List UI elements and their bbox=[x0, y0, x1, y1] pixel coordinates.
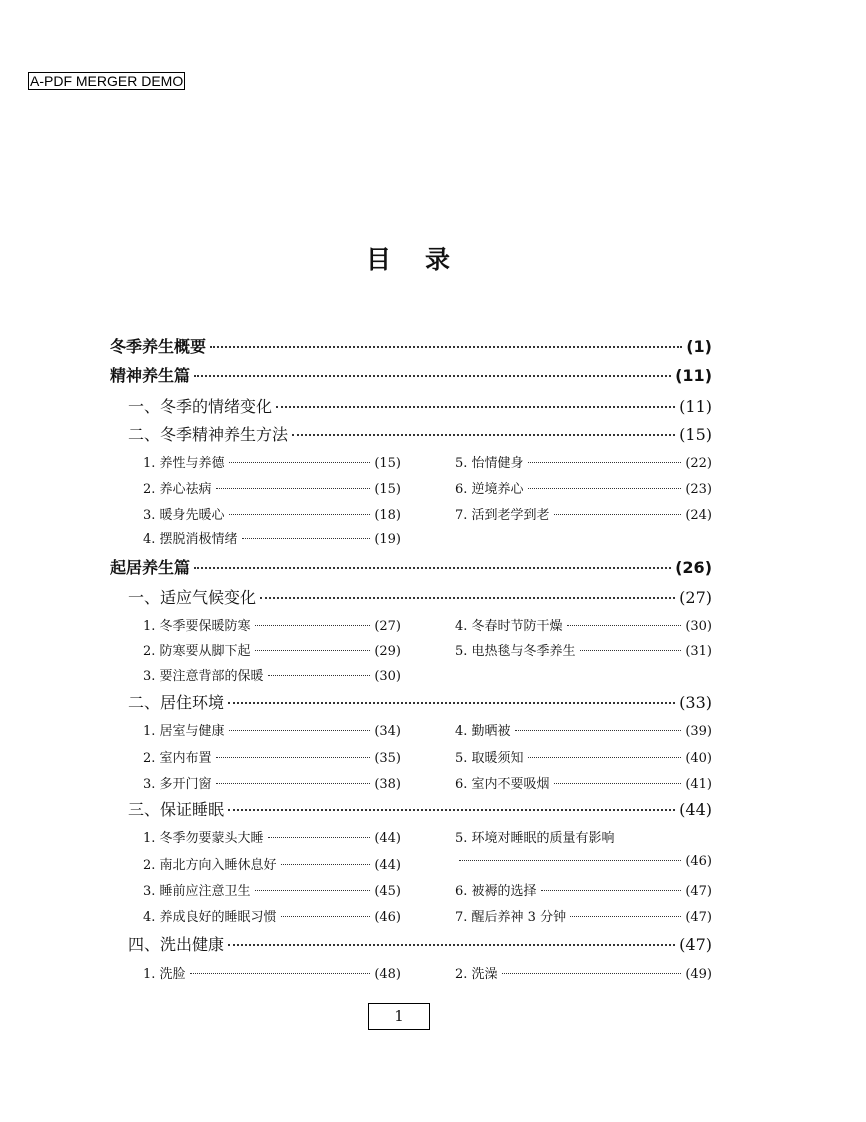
entry-page: (35) bbox=[374, 751, 401, 766]
dot-leader bbox=[216, 783, 371, 784]
dot-leader bbox=[190, 973, 371, 974]
toc-item[interactable] bbox=[455, 452, 712, 471]
dot-leader bbox=[228, 809, 675, 811]
entry-page: (23) bbox=[685, 482, 712, 497]
dot-leader bbox=[276, 406, 675, 408]
dot-leader bbox=[216, 488, 371, 489]
entry-page: (1) bbox=[686, 337, 712, 356]
entry-page: (31) bbox=[685, 644, 712, 659]
dot-leader bbox=[570, 916, 681, 917]
entry-title: 二、居住环境 bbox=[128, 693, 225, 712]
watermark: A-PDF MERGER DEMO bbox=[30, 73, 184, 89]
entry-title: 5. 取暖须知 bbox=[455, 751, 524, 766]
entry-title: 一、冬季的情绪变化 bbox=[128, 397, 273, 416]
entry-page: (46) bbox=[374, 910, 401, 925]
entry-page: (44) bbox=[374, 831, 401, 846]
entry-page: (34) bbox=[374, 724, 401, 739]
dot-leader bbox=[255, 890, 371, 891]
entry-title: 4. 摆脱消极情绪 bbox=[143, 532, 238, 547]
entry-page: (40) bbox=[685, 751, 712, 766]
entry-title: 一、适应气候变化 bbox=[128, 588, 257, 607]
toc-chapter[interactable] bbox=[110, 555, 712, 578]
entry-title: 3. 多开门窗 bbox=[143, 777, 212, 792]
dot-leader bbox=[459, 860, 681, 861]
toc-item[interactable] bbox=[143, 528, 401, 547]
dot-leader bbox=[194, 567, 671, 569]
toc-item[interactable] bbox=[455, 640, 712, 659]
entry-title: 冬季养生概要 bbox=[110, 337, 207, 356]
dot-leader bbox=[210, 346, 682, 348]
entry-page: (30) bbox=[685, 619, 712, 634]
entry-title: 7. 活到老学到老 bbox=[455, 508, 550, 523]
entry-page: (18) bbox=[374, 508, 401, 523]
entry-title: 6. 逆境养心 bbox=[455, 482, 524, 497]
entry-title: 4. 冬春时节防干燥 bbox=[455, 619, 563, 634]
dot-leader bbox=[242, 538, 371, 539]
toc-section[interactable] bbox=[128, 932, 712, 955]
entry-title: 1. 冬季勿要蒙头大睡 bbox=[143, 831, 264, 846]
entry-title: 3. 暖身先暖心 bbox=[143, 508, 225, 523]
entry-page: (15) bbox=[679, 425, 712, 444]
entry-title: 2. 南北方向入睡休息好 bbox=[143, 858, 277, 873]
entry-title: 5. 环境对睡眠的质量有影响 bbox=[455, 831, 615, 846]
toc-item[interactable] bbox=[455, 720, 712, 739]
entry-page: (41) bbox=[685, 777, 712, 792]
dot-leader bbox=[255, 625, 371, 626]
dot-leader bbox=[229, 730, 371, 731]
entry-page: (44) bbox=[374, 858, 401, 873]
toc-item[interactable] bbox=[143, 827, 401, 846]
entry-title: 二、冬季精神养生方法 bbox=[128, 425, 289, 444]
toc-item[interactable] bbox=[143, 504, 401, 523]
entry-title: 6. 室内不要吸烟 bbox=[455, 777, 550, 792]
dot-leader bbox=[255, 650, 371, 651]
toc-item[interactable] bbox=[143, 854, 401, 873]
dot-leader bbox=[292, 434, 675, 436]
entry-title: 7. 醒后养神 3 分钟 bbox=[455, 910, 567, 925]
entry-title: 1. 居室与健康 bbox=[143, 724, 225, 739]
toc-section[interactable] bbox=[128, 690, 712, 713]
entry-page: (27) bbox=[679, 588, 712, 607]
entry-title: 2. 养心祛病 bbox=[143, 482, 212, 497]
entry-title: 4. 勤晒被 bbox=[455, 724, 511, 739]
toc-item[interactable] bbox=[143, 665, 401, 684]
entry-title: 6. 被褥的选择 bbox=[455, 884, 537, 899]
toc-item[interactable] bbox=[143, 773, 401, 792]
entry-page: (27) bbox=[374, 619, 401, 634]
entry-page: (11) bbox=[675, 366, 712, 385]
entry-title: 1. 养性与养德 bbox=[143, 456, 225, 471]
entry-page: (11) bbox=[679, 397, 712, 416]
entry-page: (45) bbox=[374, 884, 401, 899]
toc-item[interactable] bbox=[455, 615, 712, 634]
entry-title: 5. 电热毯与冬季养生 bbox=[455, 644, 576, 659]
toc-item[interactable] bbox=[455, 747, 712, 766]
dot-leader bbox=[528, 488, 682, 489]
entry-title: 2. 室内布置 bbox=[143, 751, 212, 766]
dot-leader bbox=[528, 757, 682, 758]
toc-chapter[interactable] bbox=[110, 363, 712, 386]
entry-page: (26) bbox=[675, 558, 712, 577]
entry-page: (47) bbox=[685, 884, 712, 899]
toc-item[interactable] bbox=[143, 452, 401, 471]
entry-page: (47) bbox=[679, 935, 712, 954]
entry-title: 四、洗出健康 bbox=[128, 935, 225, 954]
entry-title: 4. 养成良好的睡眠习惯 bbox=[143, 910, 277, 925]
entry-page: (49) bbox=[685, 967, 712, 982]
entry-page: (15) bbox=[374, 482, 401, 497]
toc-chapter[interactable] bbox=[110, 334, 712, 357]
dot-leader bbox=[502, 973, 682, 974]
toc-item[interactable] bbox=[143, 478, 401, 497]
dot-leader bbox=[515, 730, 682, 731]
toc-section[interactable] bbox=[128, 422, 712, 445]
toc-item[interactable] bbox=[143, 906, 401, 925]
dot-leader bbox=[580, 650, 682, 651]
toc-item[interactable] bbox=[455, 504, 712, 523]
entry-page: (22) bbox=[685, 456, 712, 471]
entry-title: 起居养生篇 bbox=[110, 558, 191, 577]
dot-leader bbox=[216, 757, 371, 758]
dot-leader bbox=[528, 462, 682, 463]
dot-leader bbox=[260, 597, 675, 599]
dot-leader bbox=[554, 783, 682, 784]
toc-item[interactable] bbox=[455, 478, 712, 497]
entry-page: (30) bbox=[374, 669, 401, 684]
entry-page: (29) bbox=[374, 644, 401, 659]
entry-page: (33) bbox=[679, 693, 712, 712]
entry-title: 3. 睡前应注意卫生 bbox=[143, 884, 251, 899]
toc-item[interactable] bbox=[143, 880, 401, 899]
dot-leader bbox=[281, 916, 371, 917]
entry-title: 精神养生篇 bbox=[110, 366, 191, 385]
toc-item[interactable] bbox=[455, 827, 712, 846]
dot-leader bbox=[268, 837, 371, 838]
entry-title: 2. 防寒要从脚下起 bbox=[143, 644, 251, 659]
dot-leader bbox=[268, 675, 371, 676]
entry-page: (38) bbox=[374, 777, 401, 792]
toc-item[interactable] bbox=[455, 854, 712, 869]
toc-item[interactable] bbox=[455, 773, 712, 792]
entry-title: 2. 洗澡 bbox=[455, 967, 498, 982]
dot-leader bbox=[281, 864, 371, 865]
entry-page: (48) bbox=[374, 967, 401, 982]
toc-item[interactable] bbox=[455, 963, 712, 982]
page-number: 1 bbox=[368, 1003, 430, 1030]
toc-item[interactable] bbox=[143, 963, 401, 982]
entry-title: 三、保证睡眠 bbox=[128, 800, 225, 819]
toc-item[interactable] bbox=[143, 615, 401, 634]
entry-title: 3. 要注意背部的保暖 bbox=[143, 669, 264, 684]
toc-section[interactable] bbox=[128, 585, 712, 608]
entry-title: 5. 怡情健身 bbox=[455, 456, 524, 471]
entry-page: (44) bbox=[679, 800, 712, 819]
dot-leader bbox=[567, 625, 682, 626]
dot-leader bbox=[228, 702, 675, 704]
dot-leader bbox=[229, 462, 371, 463]
entry-title: 1. 冬季要保暖防寒 bbox=[143, 619, 251, 634]
entry-title: 1. 洗脸 bbox=[143, 967, 186, 982]
toc-item[interactable] bbox=[143, 747, 401, 766]
entry-page: (24) bbox=[685, 508, 712, 523]
entry-page: (46) bbox=[685, 854, 712, 869]
toc-section[interactable] bbox=[128, 394, 712, 417]
entry-page: (39) bbox=[685, 724, 712, 739]
page-title: 目录 bbox=[366, 245, 485, 274]
dot-leader bbox=[554, 514, 682, 515]
toc-item[interactable] bbox=[455, 906, 712, 925]
entry-page: (15) bbox=[374, 456, 401, 471]
toc-item[interactable] bbox=[143, 640, 401, 659]
toc-item[interactable] bbox=[455, 880, 712, 899]
toc-item[interactable] bbox=[143, 720, 401, 739]
toc-section[interactable] bbox=[128, 797, 712, 820]
dot-leader bbox=[229, 514, 371, 515]
dot-leader bbox=[228, 944, 675, 946]
entry-page: (19) bbox=[374, 532, 401, 547]
entry-page: (47) bbox=[685, 910, 712, 925]
dot-leader bbox=[541, 890, 682, 891]
dot-leader bbox=[194, 375, 671, 377]
